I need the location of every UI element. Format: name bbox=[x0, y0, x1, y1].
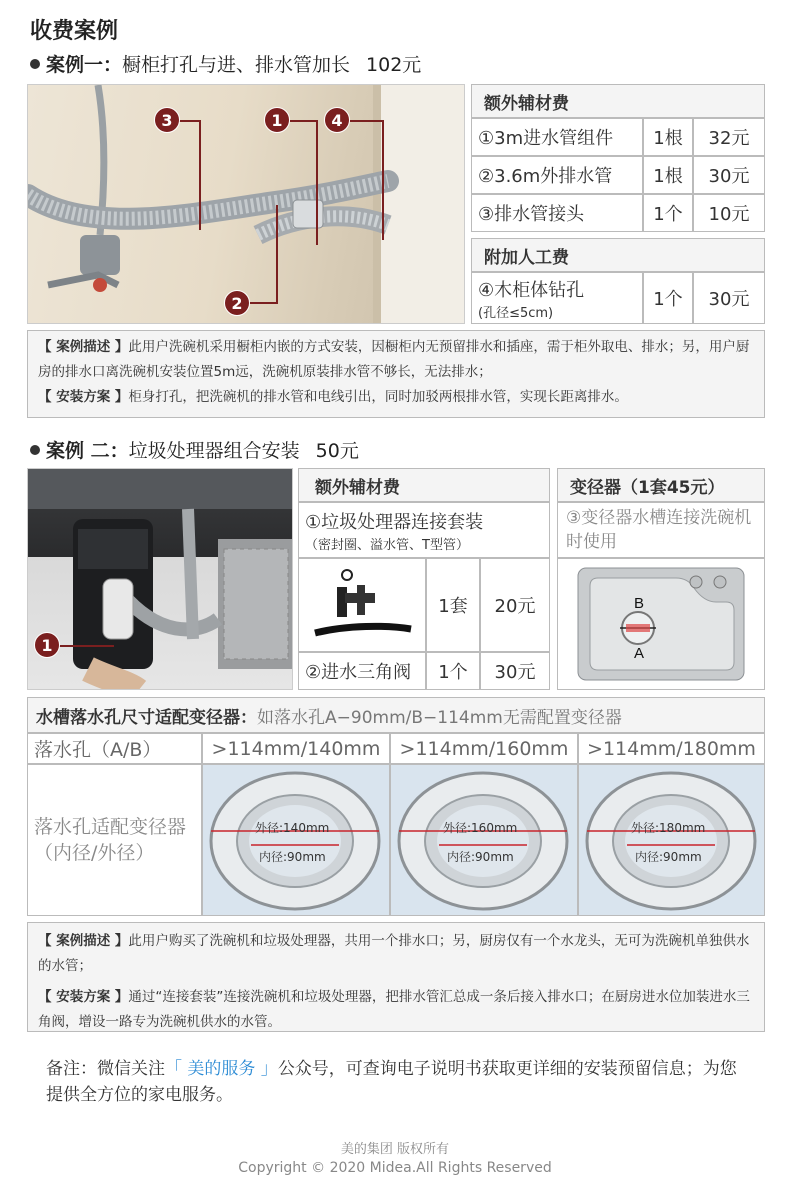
note-suffix: 公众号，可查询电子说明书获取更详细的安装预留信息；为您提供全方位的家电服务。 bbox=[46, 1059, 737, 1105]
case1-photo bbox=[27, 84, 465, 324]
case1-desc-text: 此用户洗碗机采用橱柜内嵌的方式安装，因橱柜内无预留排水和插座，需于柜外取电、排水；另，用户厨房的排水口离洗碗机安装位置5m远，洗碗机原装排水管不够长，无法排水； bbox=[38, 339, 750, 380]
bullet-dot-icon bbox=[30, 59, 40, 69]
sink-label-a: A bbox=[634, 645, 645, 662]
reducer-text: ③变径器水槽连接洗碗机时使用 bbox=[557, 502, 765, 558]
case1-labor-name: ④木柜体钻孔 bbox=[478, 279, 585, 301]
page-title: 收费案例 bbox=[30, 19, 119, 44]
case1-labor-price: 30元 bbox=[693, 272, 765, 324]
case1-description bbox=[38, 335, 754, 385]
case2-plan-label: 【 安装方案 】 bbox=[38, 989, 129, 1005]
case2-plan bbox=[38, 985, 754, 1035]
case1-material-1-qty: 1根 bbox=[643, 118, 693, 156]
reducer-ring-140 bbox=[202, 764, 390, 916]
case1-plan-text: 柜身打孔，把洗碗机的排水管和电线引出，同时加驳两根排水管，实现长距离排水。 bbox=[128, 389, 628, 405]
size-col1-header: >114mm/140mm bbox=[202, 733, 390, 764]
case2-item2-name: ②进水三角阀 bbox=[298, 652, 426, 690]
ring-outer-label: 外径:140mm bbox=[255, 821, 330, 835]
reducer-header: 变径器（1套45元） bbox=[557, 468, 765, 502]
case1-labor-cell bbox=[471, 272, 643, 324]
case2-desc-text: 此用户购买了洗碗机和垃圾处理器，共用一个排水口；另，厨房仅有一个水龙头，无可为洗碗机单独供水的水管； bbox=[38, 933, 750, 974]
sink-illustration bbox=[576, 566, 746, 682]
case2-item1-image bbox=[298, 558, 426, 652]
case2-photo bbox=[27, 468, 293, 690]
case1-name: 橱柜打孔与进、排水管加长 bbox=[122, 54, 351, 76]
size-title: 水槽落水孔尺寸适配变径器： bbox=[36, 707, 257, 728]
case2-name: 垃圾处理器组合安装 bbox=[128, 440, 300, 462]
case2-description-box bbox=[27, 922, 765, 1032]
case1-labor-note: (孔径≤5cm) bbox=[478, 305, 554, 321]
bullet-dot-icon bbox=[30, 445, 40, 455]
case1-material-2-qty: 1根 bbox=[643, 156, 693, 194]
reducer-ring-icon bbox=[579, 765, 764, 915]
copyright-line-2: Copyright © 2020 Midea.All Rights Reserved bbox=[238, 1160, 552, 1176]
marker-3: 3 bbox=[154, 107, 180, 133]
reducer-ring-180 bbox=[578, 764, 765, 916]
case1-pipes-illustration bbox=[28, 85, 465, 324]
case1-materials-header: 额外辅材费 bbox=[471, 84, 765, 118]
case2-item1-name: ①垃圾处理器连接套装 bbox=[305, 511, 484, 533]
size-col2-header: >114mm/160mm bbox=[390, 733, 578, 764]
case2-disposer-illustration bbox=[28, 469, 293, 690]
case2-item1-price: 20元 bbox=[480, 558, 550, 652]
marker-1: 1 bbox=[264, 107, 290, 133]
reducer-ring-160 bbox=[390, 764, 578, 916]
case1-material-1-price: 32元 bbox=[693, 118, 765, 156]
case2-item1-note: （密封圈、溢水管、T型管） bbox=[305, 537, 469, 553]
case1-description-box bbox=[27, 330, 765, 418]
marker-4: 4 bbox=[324, 107, 350, 133]
ring-inner-label: 内径:90mm bbox=[259, 850, 326, 864]
case1-material-2-price: 30元 bbox=[693, 156, 765, 194]
case2-materials-header: 额外辅材费 bbox=[298, 468, 550, 502]
reducer-ring-icon bbox=[203, 765, 389, 915]
case2-item2-qty: 1个 bbox=[426, 652, 480, 690]
case2-item1-qty: 1套 bbox=[426, 558, 480, 652]
sink-image bbox=[557, 558, 765, 690]
case1-material-2-name: ②3.6m外排水管 bbox=[471, 156, 643, 194]
case1-labor-qty: 1个 bbox=[643, 272, 693, 324]
ring-outer-label: 外径:180mm bbox=[631, 821, 706, 835]
case1-prefix: 案例一： bbox=[46, 54, 123, 76]
case2-plan-text: 通过“连接套装”连接洗碗机和垃圾处理器，把排水管汇总成一条后接入排水口；在厨房进水位加装进水三角阀，增设一路专为洗碗机供水的水管。 bbox=[38, 989, 750, 1030]
case1-material-3-name: ③排水管接头 bbox=[471, 194, 643, 232]
ring-outer-label: 外径:160mm bbox=[443, 821, 518, 835]
case1-price: 102元 bbox=[366, 54, 422, 76]
case2-item1-cell bbox=[298, 502, 550, 558]
copyright-line-1: 美的集团 版权所有 bbox=[340, 1142, 450, 1157]
case1-plan-label: 【 安装方案 】 bbox=[38, 389, 129, 405]
case1-heading bbox=[30, 50, 421, 77]
size-table-title-row bbox=[27, 697, 765, 733]
case1-labor-header: 附加人工费 bbox=[471, 238, 765, 272]
size-note: 如落水孔A−90mm/B−114mm无需配置变径器 bbox=[257, 707, 622, 728]
reducer-ring-icon bbox=[391, 765, 577, 915]
ring-inner-label: 内径:90mm bbox=[447, 850, 514, 864]
size-col0-header: 落水孔（A/B） bbox=[27, 733, 202, 764]
case2-price: 50元 bbox=[315, 440, 359, 462]
case2-description bbox=[38, 929, 754, 979]
case2-prefix: 案例 二： bbox=[46, 440, 129, 462]
case1-material-1-name: ①3m进水管组件 bbox=[471, 118, 643, 156]
case2-item2-price: 30元 bbox=[480, 652, 550, 690]
wechat-service-link[interactable]: 「 美的服务 」 bbox=[165, 1059, 278, 1079]
footer-note bbox=[46, 1056, 746, 1108]
case1-material-3-qty: 1个 bbox=[643, 194, 693, 232]
case2-heading bbox=[30, 436, 359, 463]
ring-inner-label: 内径:90mm bbox=[635, 850, 702, 864]
case1-desc-label: 【 案例描述 】 bbox=[38, 339, 129, 355]
marker-2: 2 bbox=[224, 290, 250, 316]
case2-desc-label: 【 案例描述 】 bbox=[38, 933, 129, 949]
case1-plan bbox=[38, 385, 754, 410]
size-col3-header: >114mm/180mm bbox=[578, 733, 765, 764]
sink-label-b: B bbox=[634, 595, 645, 612]
connector-kit-icon bbox=[307, 565, 417, 645]
size-row-label: 落水孔适配变径器（内径/外径） bbox=[27, 764, 202, 916]
case1-material-3-price: 10元 bbox=[693, 194, 765, 232]
case2-marker-1: 1 bbox=[34, 632, 60, 658]
note-prefix: 备注：微信关注 bbox=[46, 1059, 165, 1079]
